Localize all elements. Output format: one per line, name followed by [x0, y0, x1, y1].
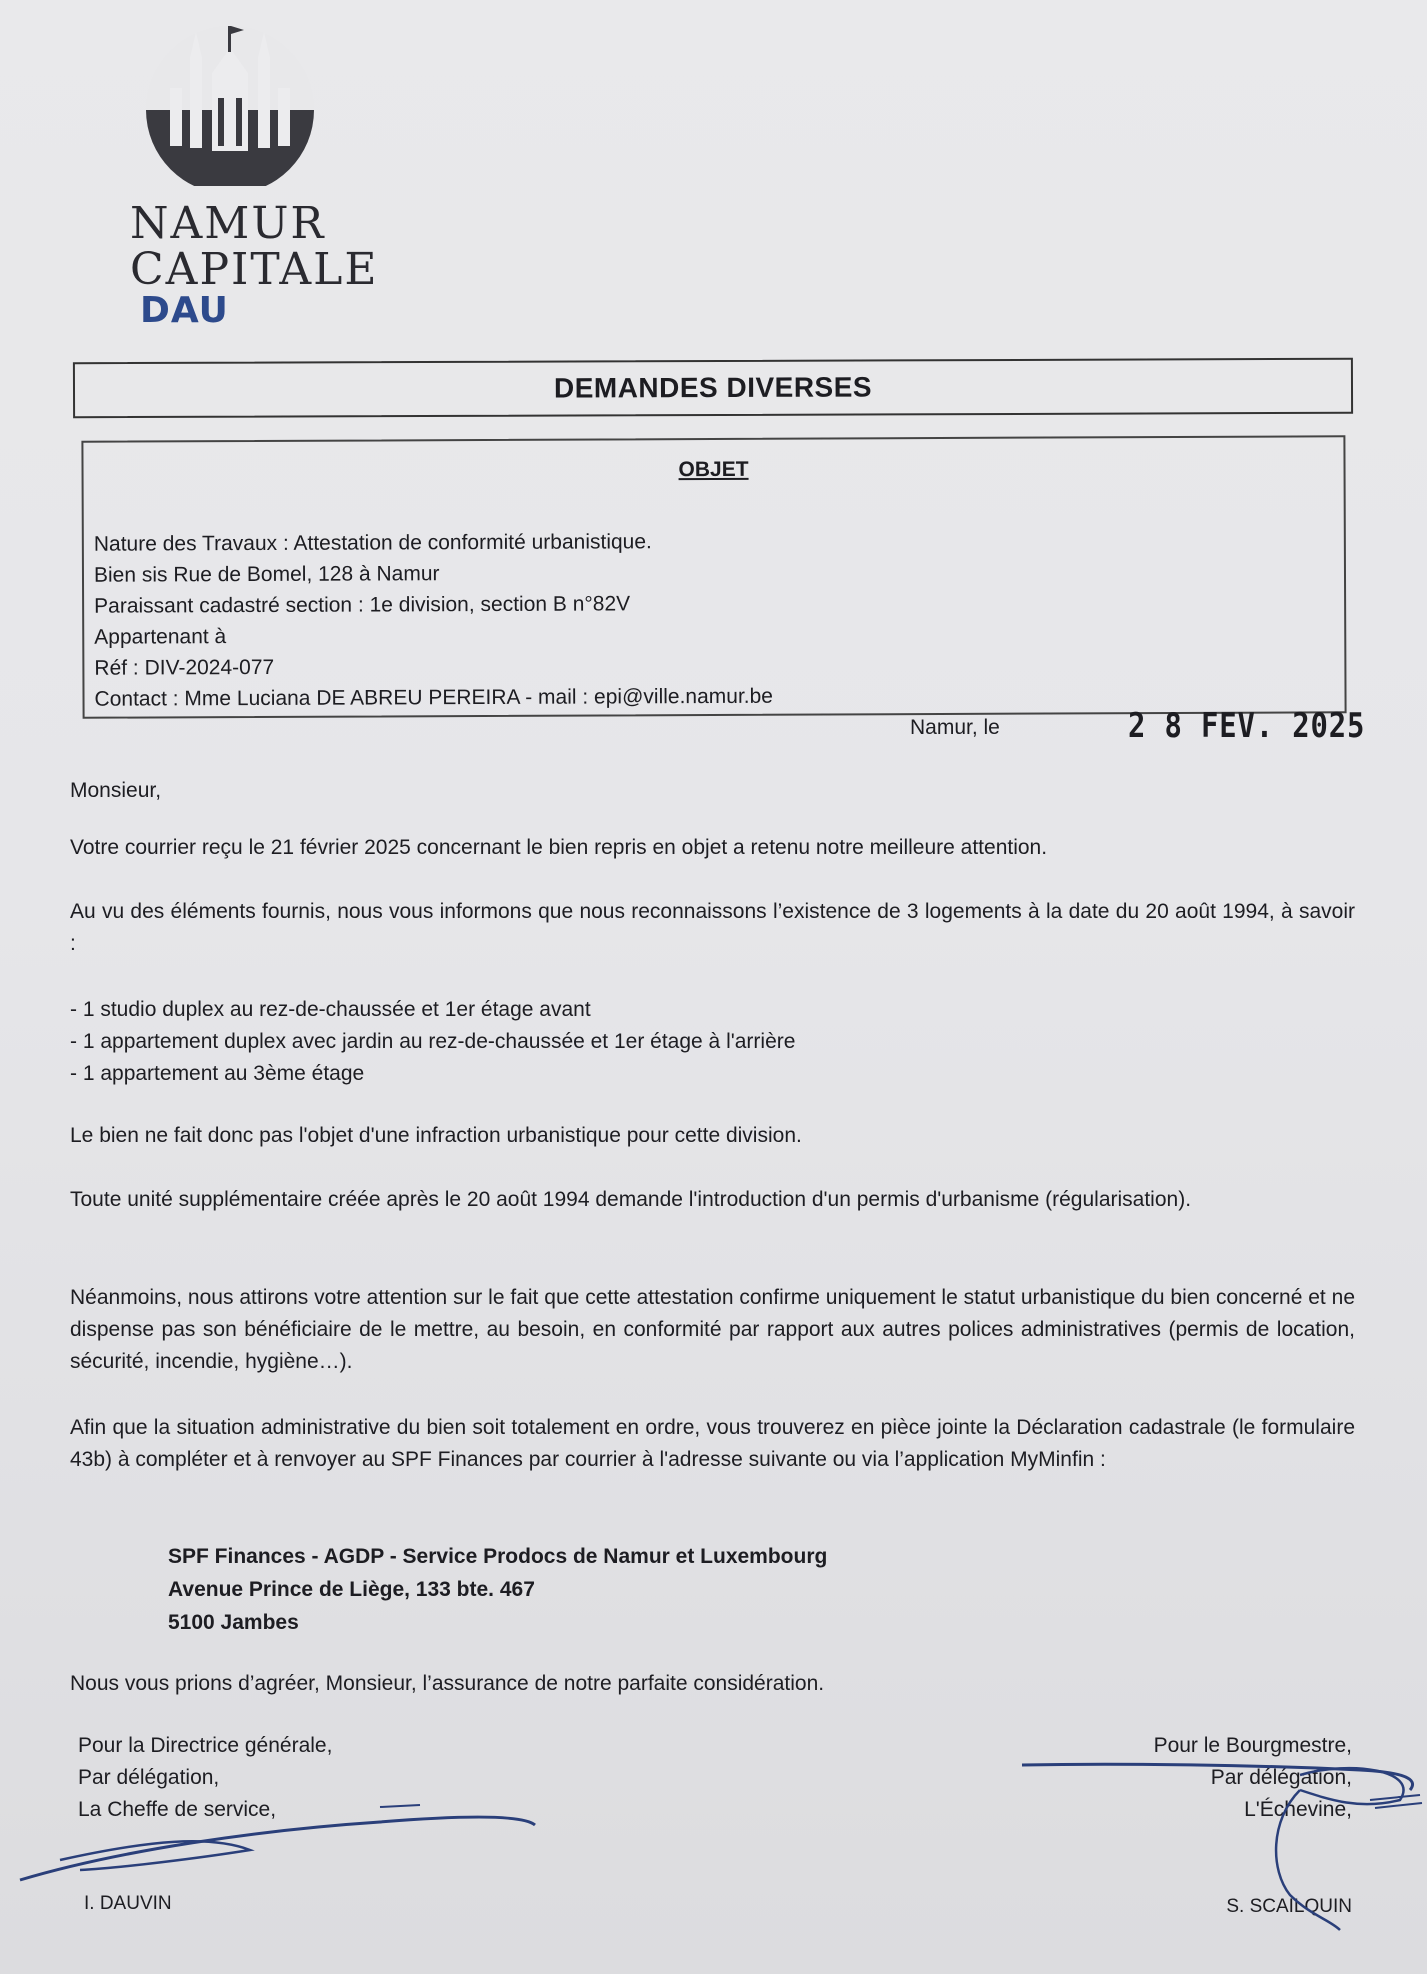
- paragraph-6: Afin que la situation administrative du bien soit totalement en ordre, vous trouverez en pièce jointe la Déclaration cadastrale (le formulaire 43b) à compléter et à renvoyer au SPF Finances par courrier à l'adresse suivante ou via l’application MyMinfin :: [70, 1416, 1355, 1471]
- list-item: - 1 appartement duplex avec jardin au rez-de-chaussée et 1er étage à l'arrière: [70, 1030, 796, 1053]
- signature-line: Pour le Bourgmestre,: [1153, 1734, 1352, 1757]
- paragraph-4: Toute unité supplémentaire créée après le 20 août 1994 demande l'introduction d'un permis d'urbanisme (régularisation).: [70, 1188, 1192, 1211]
- signature-line: L'Échevine,: [1244, 1798, 1352, 1821]
- closing: Nous vous prions d’agréer, Monsieur, l’assurance de notre parfaite considération.: [70, 1672, 825, 1695]
- signatory-name-left: I. DAUVIN: [84, 1893, 172, 1914]
- object-line-nature: Nature des Travaux : Attestation de conformité urbanistique.: [93, 530, 652, 556]
- paragraph-1: Votre courrier reçu le 21 février 2025 concernant le bien repris en objet a retenu notre meilleure attention.: [70, 836, 1048, 859]
- signature-line: Pour la Directrice générale,: [78, 1734, 333, 1757]
- address-line: Avenue Prince de Liège, 133 bte. 467: [168, 1578, 535, 1601]
- address-line: 5100 Jambes: [168, 1611, 299, 1634]
- logo-text-dau: DAU: [140, 290, 229, 331]
- object-line-owner: Appartenant à: [94, 625, 227, 649]
- object-line-cadastre: Paraissant cadastré section : 1e division, section B n°82V: [94, 592, 631, 618]
- address-line: SPF Finances - AGDP - Service Prodocs de Namur et Luxembourg: [168, 1545, 828, 1568]
- date-stamp: 2 8 FEV. 2025: [1128, 706, 1366, 746]
- signature-line: Par délégation,: [78, 1766, 220, 1789]
- list-item: - 1 studio duplex au rez-de-chaussée et 1er étage avant: [70, 998, 591, 1021]
- signature-line: Par délégation,: [1210, 1766, 1352, 1789]
- paragraph-3: Le bien ne fait donc pas l'objet d'une infraction urbanistique pour cette division.: [70, 1124, 802, 1147]
- paragraph-2: Au vu des éléments fournis, nous vous informons que nous reconnaissons l’existence de 3 logements à la date du 20 août 1994, à savoir :: [70, 900, 1355, 955]
- signatory-name-right: S. SCAILQUIN: [1226, 1896, 1352, 1917]
- paragraph-5: Néanmoins, nous attirons votre attention sur le fait que cette attestation confirme uniquement le statut urbanistique du bien concerné et ne dispense pas son bénéficiaire de le mettre, au besoin, en conformité par rapport aux autres polices administratives (permis de location, sécurité, incendie, hygiène…).: [70, 1286, 1355, 1373]
- list-item: - 1 appartement au 3ème étage: [70, 1062, 365, 1085]
- logo-text-capitale: CAPITALE: [130, 244, 379, 295]
- signature-line: La Cheffe de service,: [78, 1798, 277, 1821]
- object-line-address: Bien sis Rue de Bomel, 128 à Namur: [93, 562, 440, 587]
- salutation: Monsieur,: [70, 779, 162, 802]
- object-line-reference: Réf : DIV-2024-077: [94, 655, 275, 680]
- logo-text-namur: NAMUR: [130, 198, 326, 249]
- object-heading: OBJET: [678, 457, 749, 482]
- document-title: DEMANDES DIVERSES: [553, 371, 873, 404]
- date-label: Namur, le: [910, 716, 1000, 739]
- object-line-contact: Contact : Mme Luciana DE ABREU PEREIRA - mail : epi@ville.namur.be: [94, 684, 773, 711]
